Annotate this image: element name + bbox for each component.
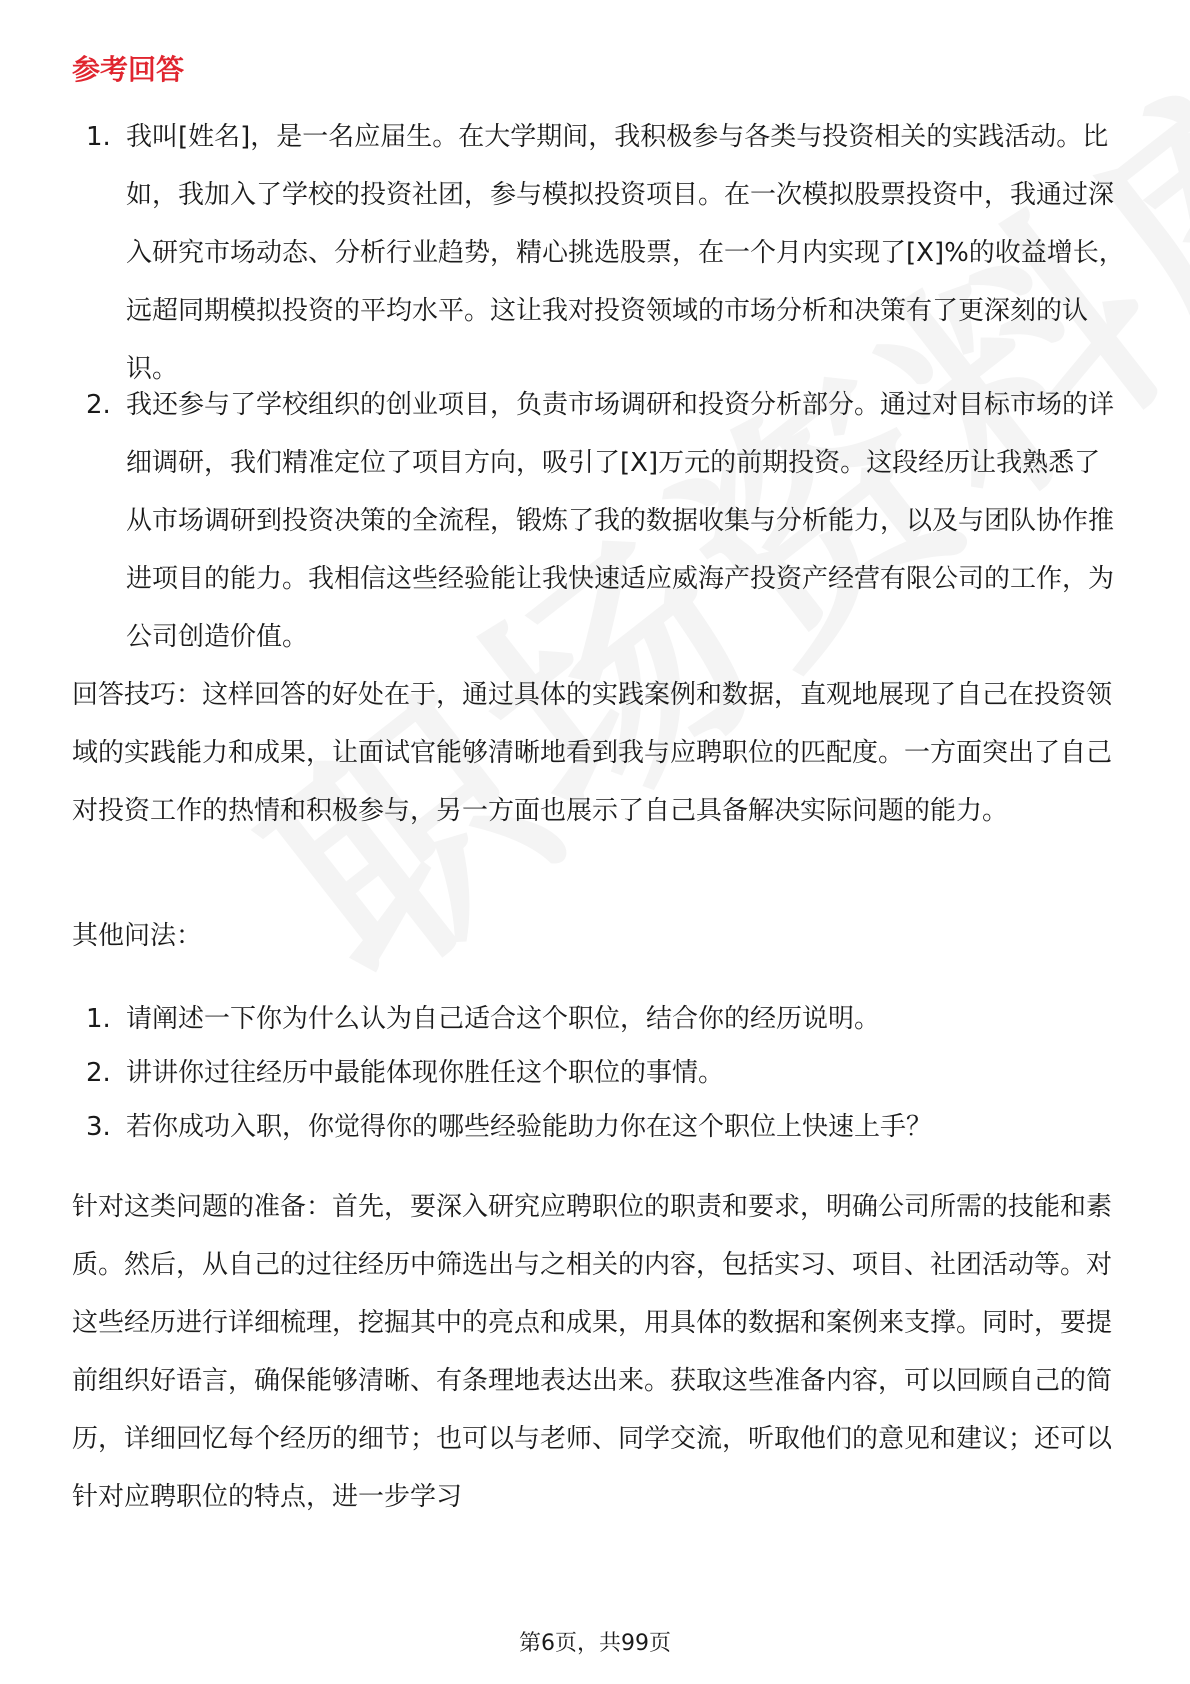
list-item-text: 若你成功入职，你觉得你的哪些经验能助力你在这个职位上快速上手？ [126, 1112, 933, 1142]
other-questions-label: 其他问法： [72, 921, 203, 951]
list-number: 1. [86, 122, 111, 152]
list-item-text: 请阐述一下你为什么认为自己适合这个职位，结合你的经历说明。 [126, 1004, 881, 1034]
list-number: 1. [86, 1004, 111, 1034]
list-item-text: 我叫[姓名]，是一名应届生。在大学期间，我积极参与各类与投资相关的实践活动。比如，我加入了学校的投资社团，参与模拟投资项目。在一次模拟股票投资中，我通过深入研究市场动态、分析行业趋势，精心挑选股票，在一个月内实现了[X]%的收益增长，远超同期模拟投资的平均水平。这让我对投资领域的市场分析和决策有了更深刻的认识。 [126, 122, 1125, 384]
preparation-paragraph [72, 1178, 1122, 1526]
section-heading: 参考回答 [72, 53, 185, 86]
tips-text: 这样回答的好处在于，通过具体的实践案例和数据，直观地展现了自己在投资领域的实践能力和成果，让面试官能够清晰地看到我与应聘职位的匹配度。一方面突出了自己对投资工作的热情和积极参与，另一方面也展示了自己具备解决实际问题的能力。 [72, 680, 1113, 826]
list-item-text: 我还参与了学校组织的创业项目，负责市场调研和投资分析部分。通过对目标市场的详细调研，我们精准定位了项目方向，吸引了[X]万元的前期投资。这段经历让我熟悉了从市场调研到投资决策的全流程，锻炼了我的数据收集与分析能力，以及与团队协作推进项目的能力。我相信这些经验能让我快速适应威海产投资产经营有限公司的工作，为公司创造价值。 [126, 390, 1115, 652]
list-number: 3. [86, 1112, 111, 1142]
preparation-text: 首先，要深入研究应聘职位的职责和要求，明确公司所需的技能和素质。然后，从自己的过往经历中筛选出与之相关的内容，包括实习、项目、社团活动等。对这些经历进行详细梳理，挖掘其中的亮点和成果，用具体的数据和案例来支撑。同时，要提前组织好语言，确保能够清晰、有条理地表达出来。获取这些准备内容，可以回顾自己的简历，详细回忆每个经历的细节；也可以与老师、同学交流，听取他们的意见和建议；还可以针对应聘职位的特点，进一步学习 [72, 1192, 1113, 1512]
tips-paragraph [72, 666, 1122, 840]
list-number: 2. [86, 390, 111, 420]
page-number: 第6页，共99页 [519, 1631, 671, 1656]
tips-label: 回答技巧： [72, 680, 203, 710]
list-number: 2. [86, 1058, 111, 1088]
preparation-label: 针对这类问题的准备： [72, 1192, 333, 1222]
list-item-text: 讲讲你过往经历中最能体现你胜任这个职位的事情。 [126, 1058, 725, 1088]
